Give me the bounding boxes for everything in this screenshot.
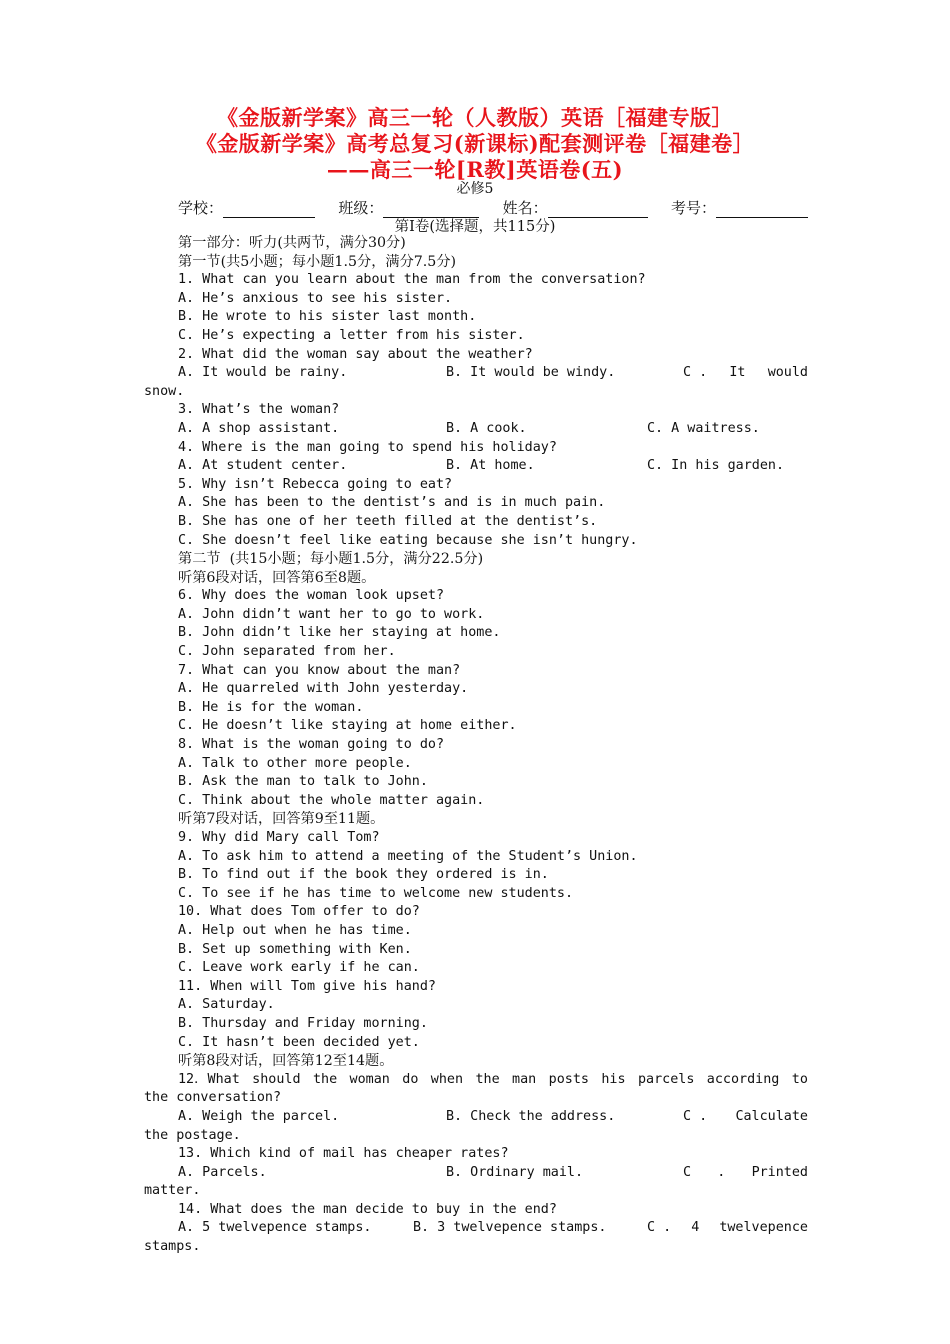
option-7c[interactable]: C. He doesn’t like staying at home either. [178, 718, 517, 734]
option-8a[interactable]: A. Talk to other more people. [178, 755, 412, 771]
option-1a[interactable]: A. He’s anxious to see his sister. [178, 290, 453, 306]
option-14c[interactable] [647, 1219, 808, 1238]
section-heading: 第一节(共5小题；每小题1.5分，满分7.5分) [178, 253, 457, 270]
option-9c[interactable]: C. To see if he has time to welcome new students. [178, 885, 574, 901]
option-3a[interactable]: A. A shop assistant. [178, 420, 340, 436]
dialogue-6-instruction: 听第6段对话，回答第6至8题。 [178, 569, 376, 586]
option-5b[interactable]: B. She has one of her teeth filled at the dentist’s. [178, 513, 598, 529]
option-3c[interactable]: C. A waitress. [647, 420, 760, 436]
options-row-14 [144, 1219, 808, 1238]
option-1b[interactable]: B. He wrote to his sister last month. [178, 309, 477, 325]
question-1: 1. What can you learn about the man from the conversation? [178, 272, 646, 288]
option-4a[interactable]: A. At student center. [178, 458, 348, 474]
option-11b[interactable]: B. Thursday and Friday morning. [178, 1015, 428, 1031]
option-7a[interactable]: A. He quarreled with John yesterday. [178, 681, 469, 697]
q12-word: when [430, 1071, 464, 1087]
options-row-3 [144, 420, 808, 439]
q12-word: according [706, 1071, 780, 1087]
option-12a[interactable]: A. Weigh the parcel. [178, 1108, 340, 1124]
option-11a[interactable]: A. Saturday. [178, 997, 275, 1013]
options-row-12 [144, 1108, 808, 1127]
option-13a[interactable]: A. Parcels. [178, 1164, 267, 1180]
question-6: 6. Why does the woman look upset? [178, 588, 445, 604]
option-4b[interactable]: B. At home. [446, 458, 535, 474]
option-2c[interactable] [683, 364, 808, 383]
option-3b[interactable]: B. A cook. [446, 420, 527, 436]
q12-word: the [312, 1071, 338, 1087]
option-11c[interactable]: C. It hasn’t been decided yet. [178, 1034, 420, 1050]
option-14c-continued: stamps. [144, 1239, 201, 1255]
option-2c-part2: It [729, 365, 746, 381]
option-2c-part3: would [767, 365, 808, 381]
option-12c-continued: the postage. [144, 1127, 241, 1143]
part-heading: 第一部分：听力(共两节，满分30分) [178, 235, 406, 251]
option-14c-part2: 4 [691, 1220, 700, 1236]
question-5: 5. Why isn’t Rebecca going to eat? [178, 476, 453, 492]
question-7: 7. What can you know about the man? [178, 662, 461, 678]
q12-word: posts [548, 1071, 589, 1087]
q12-word: his [601, 1071, 626, 1087]
section-2-heading: 第二节 (共15小题；每小题1.5分，满分22.5分) [178, 551, 484, 568]
option-5c[interactable]: C. She doesn’t feel like eating because she isn’t hungry. [178, 532, 638, 548]
option-1c[interactable]: C. He’s expecting a letter from his sister. [178, 327, 525, 343]
option-10c[interactable]: C. Leave work early if he can. [178, 960, 420, 976]
question-8: 8. What is the woman going to do? [178, 737, 445, 753]
question-10: 10. What does Tom offer to do? [178, 904, 420, 920]
option-14c-part1: C . [647, 1220, 672, 1236]
title-line-3: ——高三一轮[R教]英语卷(五) [326, 157, 624, 182]
title-line-2: 《金版新学案》高考总复习(新课标)配套测评卷［福建卷］ [195, 131, 755, 156]
option-13c-continued: matter. [144, 1183, 201, 1199]
option-6c[interactable]: C. John separated from her. [178, 644, 396, 660]
option-8b[interactable]: B. Ask the man to talk to John. [178, 774, 428, 790]
option-13c-part3: Printed [751, 1164, 808, 1180]
option-7b[interactable]: B. He is for the woman. [178, 699, 364, 715]
option-8c[interactable]: C. Think about the whole matter again. [178, 792, 485, 808]
volume-heading: 第Ⅰ卷(选择题，共115分) [394, 219, 556, 235]
option-14c-part3: twelvepence [719, 1220, 808, 1236]
dialogue-8-instruction: 听第8段对话，回答第12至14题。 [178, 1053, 394, 1070]
q12-word: should [252, 1071, 301, 1087]
question-12-continued: the conversation? [144, 1090, 282, 1106]
option-2b[interactable]: B. It would be windy. [446, 365, 616, 381]
listening-section [144, 234, 808, 1257]
question-2: 2. What did the woman say about the weather? [178, 346, 533, 362]
option-10b[interactable]: B. Set up something with Ken. [178, 941, 412, 957]
option-6b[interactable]: B. John didn’t like her staying at home. [178, 625, 501, 641]
name-label: 姓名： [502, 199, 548, 217]
q12-word: woman [349, 1071, 390, 1087]
option-10a[interactable]: A. Help out when he has time. [178, 922, 412, 938]
question-12 [144, 1071, 808, 1090]
option-5a[interactable]: A. She has been to the dentist’s and is in much pain. [178, 495, 606, 511]
option-9b[interactable]: B. To find out if the book they ordered is in. [178, 867, 549, 883]
exam-no-label: 考号： [670, 199, 716, 217]
q12-word: the [475, 1071, 500, 1087]
question-11: 11. When will Tom give his hand? [178, 978, 436, 994]
question-4: 4. Where is the man going to spend his holiday? [178, 439, 557, 455]
option-12c-part1: C . [683, 1108, 708, 1124]
option-13c-part1: C [683, 1164, 692, 1180]
option-13c[interactable] [683, 1164, 808, 1183]
option-12c[interactable] [683, 1108, 808, 1127]
options-row-2 [144, 364, 808, 383]
option-12c-part2: Calculate [735, 1108, 808, 1124]
option-13c-part2: . [717, 1164, 726, 1180]
question-13: 13. Which kind of mail has cheaper rates? [178, 1146, 509, 1162]
option-2c-continued: snow. [144, 383, 185, 399]
option-4c[interactable]: C. In his garden. [647, 458, 785, 474]
option-2c-part1: C . [683, 365, 708, 381]
q12-word: do [402, 1071, 419, 1087]
question-3: 3. What’s the woman? [178, 402, 340, 418]
question-9: 9. Why did Mary call Tom? [178, 830, 380, 845]
subtitle: 必修5 [456, 181, 494, 197]
title-line-1: 《金版新学案》高三一轮（人教版）英语［福建专版］ [217, 105, 733, 130]
option-13b[interactable]: B. Ordinary mail. [446, 1164, 584, 1180]
q12-word: parcels [637, 1071, 695, 1087]
school-label: 学校： [178, 199, 224, 217]
q12-word: man [512, 1071, 537, 1087]
options-row-13 [144, 1164, 808, 1183]
q12-word: 12．What [178, 1071, 240, 1087]
class-label: 班级： [338, 199, 384, 217]
option-14b[interactable]: B. 3 twelvepence stamps. [413, 1220, 607, 1236]
option-14a[interactable]: A. 5 twelvepence stamps. [178, 1220, 372, 1236]
option-12b[interactable]: B. Check the address. [446, 1108, 616, 1124]
dialogue-7-instruction: 听第7段对话，回答第9至11题。 [178, 811, 385, 828]
option-2a[interactable]: A. It would be rainy. [178, 365, 348, 381]
option-6a[interactable]: A. John didn’t want her to go to work. [178, 606, 485, 622]
question-14: 14. What does the man decide to buy in the end? [178, 1201, 557, 1217]
q12-word: to [791, 1071, 808, 1087]
options-row-4 [144, 457, 808, 476]
option-9a[interactable]: A. To ask him to attend a meeting of the Student’s Union. [178, 848, 638, 864]
